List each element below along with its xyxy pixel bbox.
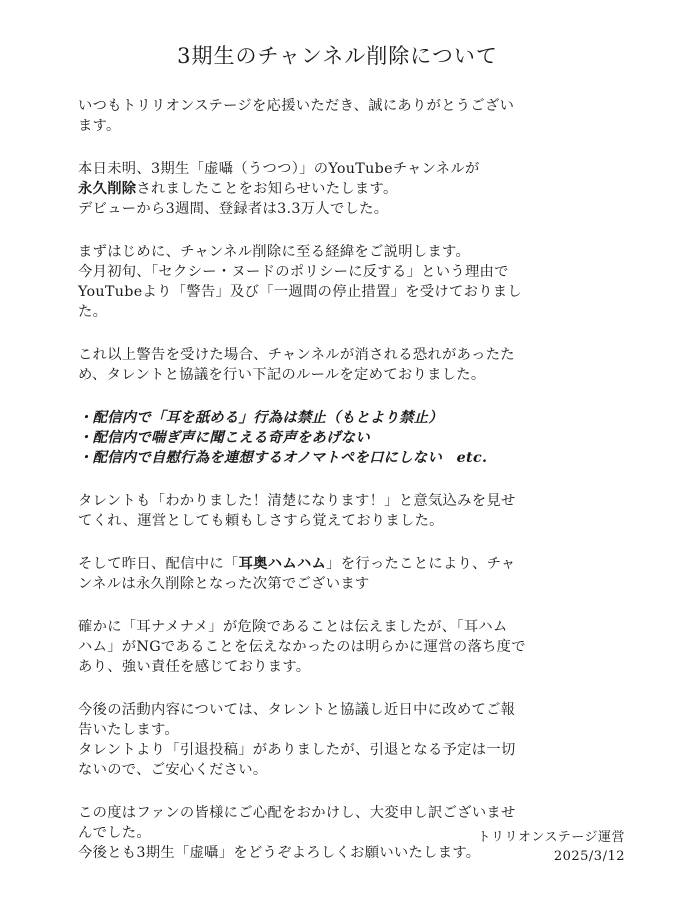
text-line: 今月初旬、「セクシー・ヌードのポリシーに反する」という理由で	[78, 264, 509, 280]
paragraph-rules-intro	[78, 345, 618, 385]
text-fragment: 」を行ったことにより、チャ	[326, 556, 516, 572]
text-line: ンネルは永久削除となった次第でございます	[78, 576, 370, 592]
paragraph-talent-response	[78, 491, 618, 531]
text-line: ハム」がNGであることを伝えなかったのは明らかに運営の落ち度で	[78, 639, 526, 655]
text-line: 今後の活動内容については、タレントと協議し近日中に改めてご報	[78, 702, 516, 718]
rule-item: ・配信内で自慰行為を連想するオノマトペを口にしない etc.	[78, 450, 488, 466]
emphasis-text: 永久削除	[78, 181, 137, 197]
text-line: タレントより「引退投稿」がありましたが、引退となる予定は一切	[78, 742, 516, 758]
text-line: め、タレントと協議を行い下記のルールを定めておりました。	[78, 367, 486, 383]
signature-organization: トリリオンステージ運営	[477, 830, 625, 845]
text-line: てくれ、運営としても頼もしさすら覚えておりました。	[78, 513, 444, 529]
text-line: いつもトリリオンステージを応援いただき、誠にありがとうござい	[78, 98, 515, 114]
signature-block	[478, 828, 625, 866]
text-line: 確かに「耳ナメナメ」が危険であることは伝えましたが、「耳ハム	[78, 619, 508, 635]
rule-item: ・配信内で喘ぎ声に聞こえる奇声をあげない	[78, 430, 370, 446]
text-line: YouTubeより「警告」及び「一週間の停止措置」を受けておりまし	[78, 284, 522, 300]
text-line: まずはじめに、チャンネル削除に至る経緯をご説明します。	[78, 244, 471, 260]
text-line: 今後とも3期生「虚囁」をどうぞよろしくお願いいたします。	[78, 845, 481, 861]
rule-item: ・配信内で「耳を舐める」行為は禁止（もとより禁止）	[78, 410, 443, 426]
emphasis-text: 耳奥ハムハム	[238, 556, 327, 572]
paragraph-future-plans	[78, 700, 618, 780]
text-line: 本日未明、3期生「虚囁（うつつ）」のYouTubeチャンネルが	[78, 161, 480, 177]
announcement-body	[78, 96, 618, 886]
text-line: デビューから3週間、登録者は3.3万人でした。	[78, 201, 389, 217]
text-line: あり、強い責任を感じております。	[78, 659, 311, 675]
text-line: これ以上警告を受けた場合、チャンネルが消される恐れがあったた	[78, 347, 515, 363]
text-line: ます。	[78, 118, 121, 134]
paragraph-incident	[78, 554, 618, 594]
text-line: んでした。	[78, 825, 151, 841]
text-line: ないので、ご安心ください。	[78, 762, 268, 778]
page-title: 3期生のチャンネル削除について	[177, 44, 498, 68]
paragraph-responsibility	[78, 617, 618, 677]
rules-list	[78, 408, 618, 468]
signature-date: 2025/3/12	[553, 849, 625, 864]
text-line: た。	[78, 304, 108, 320]
text-line: 告いたします。	[78, 722, 180, 738]
paragraph-background	[78, 242, 618, 322]
text-line	[78, 554, 618, 574]
text-fragment: そして昨日、配信中に「	[78, 556, 239, 572]
paragraph-deletion-notice	[78, 159, 618, 219]
text-line: この度はファンの皆様にご心配をおかけし、大変申し訳ございませ	[78, 805, 516, 821]
text-line	[78, 179, 618, 199]
text-line: タレントも「わかりました！清楚になります！」と意気込みを見せ	[78, 493, 516, 509]
text-fragment: されましたことをお知らせいたします。	[136, 181, 398, 197]
paragraph-greeting	[78, 96, 618, 136]
